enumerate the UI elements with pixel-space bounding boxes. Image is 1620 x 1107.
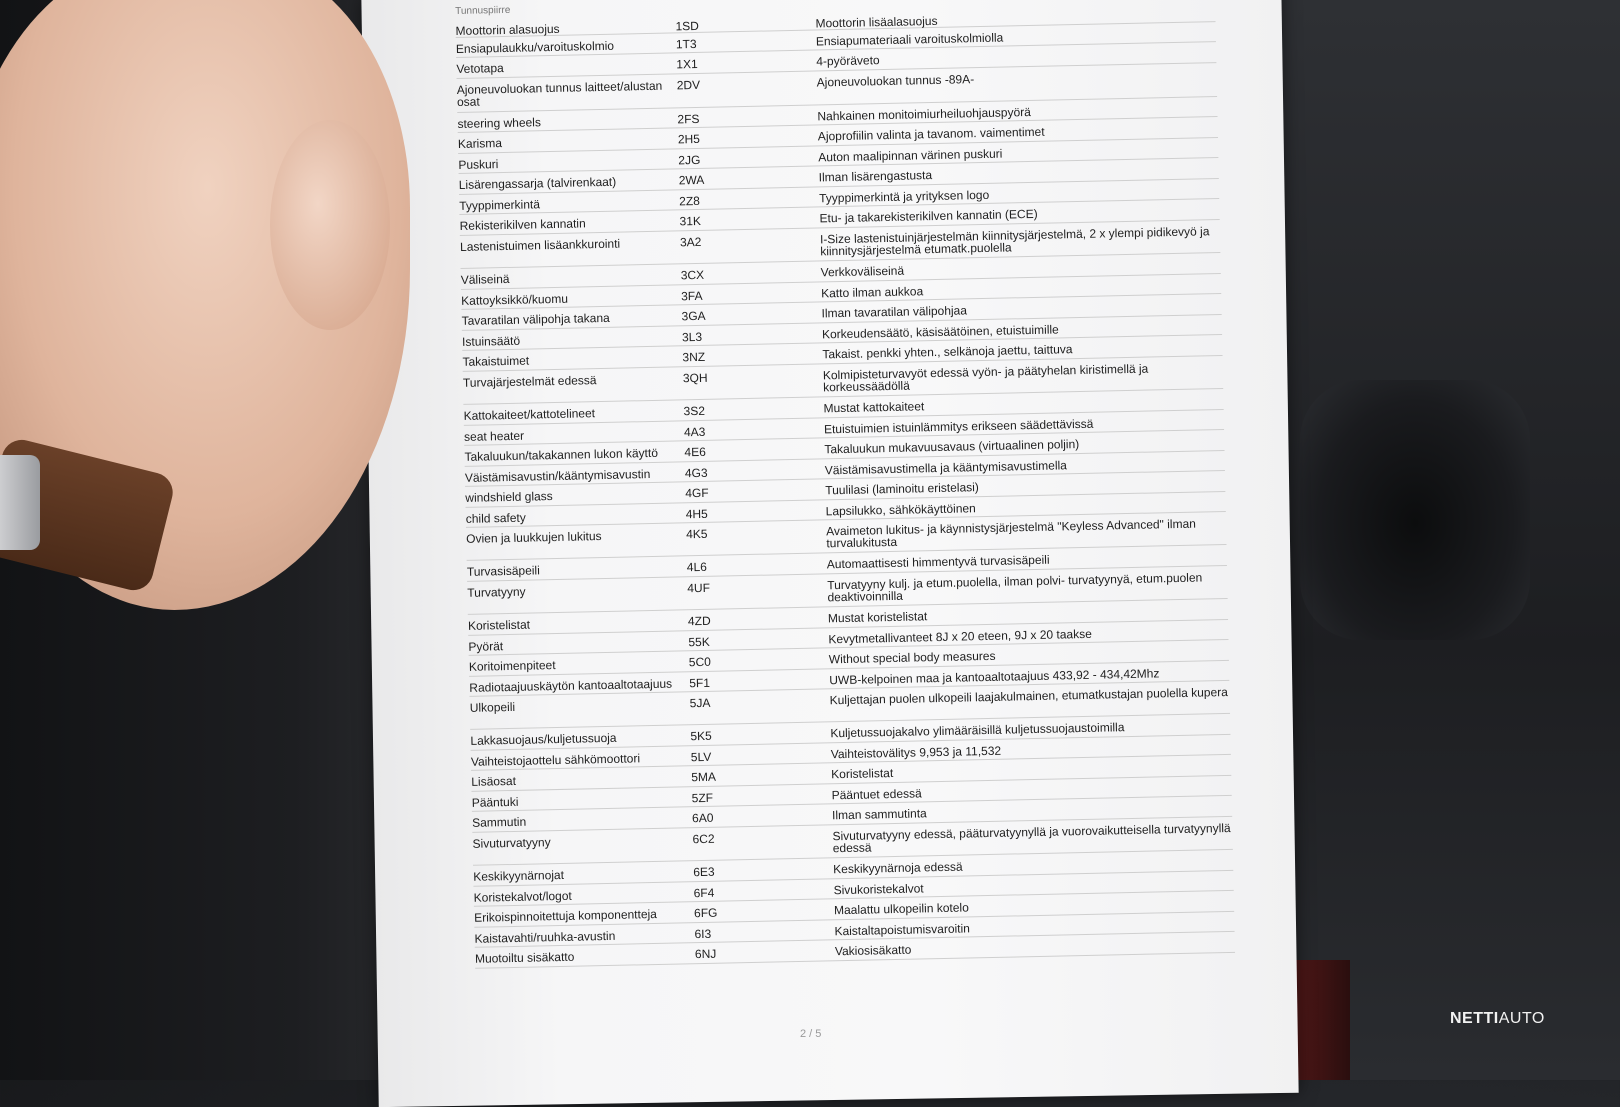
row-description: Nahkainen monitoimiurheiluohjauspyörä [817, 104, 1032, 124]
row-feature: Lisäosat [471, 773, 517, 789]
row-description: Automaattisesti himmentyvä turvasisäpeili [826, 552, 1050, 572]
row-feature: Ajoneuvoluokan tunnus laitteet/alustan osat [456, 78, 663, 109]
cupholder [1300, 380, 1530, 640]
row-code: 3GA [681, 308, 706, 324]
row-description: 4-pyöräveto [816, 53, 880, 69]
row-feature: Pääntuki [471, 794, 519, 810]
row-feature: Tavaratilan välipohja takana [461, 310, 610, 328]
row-description: Pääntuet edessä [831, 786, 922, 803]
row-feature: Takaluukun/takakannen lukon käyttö [464, 445, 659, 464]
row-description: Avaimeton lukitus- ja käynnistysjärjestelmä "Keyless Advanced" ilman turvalukitusta [825, 516, 1196, 551]
row-code: 6E3 [693, 864, 715, 880]
row-code: 3A2 [679, 234, 702, 250]
row-code: 4E6 [684, 444, 706, 460]
row-description: Lapsilukko, sähkökäyttöinen [825, 501, 976, 519]
row-code: 2DV [676, 77, 701, 93]
row-code: 5LV [690, 749, 712, 765]
row-description: UWB-kelpoinen maa ja kantoaaltotaajuus 433,92 - 434,42Mhz [829, 666, 1160, 688]
row-code: 4G3 [684, 465, 708, 481]
thumb [270, 120, 390, 330]
row-feature: Istuinsäätö [461, 333, 521, 349]
row-code: 1X1 [676, 56, 698, 72]
row-code: 4UF [687, 580, 711, 596]
row-description: Ajoneuvoluokan tunnus -89A- [816, 72, 975, 90]
row-feature: Vetotapa [456, 60, 504, 76]
row-description: Takaluukun mukavuusavaus (virtuaalinen poljin) [824, 437, 1080, 457]
row-code: 3QH [682, 370, 708, 386]
row-feature: Puskuri [458, 157, 499, 172]
row-description: Kuljettajan puolen ulkopeili laajakulmainen, etumatkustajan puolella kupera [829, 684, 1228, 708]
row-feature: Ulkopeili [469, 699, 516, 715]
row-description: Tuulilasi (laminoitu eristelasi) [825, 480, 979, 498]
nettiauto-watermark [1450, 1010, 1545, 1028]
row-feature: Lakkasuojaus/kuljetussuoja [470, 730, 617, 748]
row-feature: Kattokaiteet/kattotelineet [463, 406, 596, 423]
row-feature: Karisma [457, 136, 503, 151]
row-description: Kevytmetallivanteet 8J x 20 eteen, 9J x 20 taakse [828, 626, 1092, 647]
row-code: 5JA [689, 695, 711, 711]
row-description: Maalattu ulkopeilin kotelo [833, 900, 969, 918]
page-number: 2 / 5 [800, 1028, 822, 1040]
row-code: 6NJ [694, 946, 717, 962]
row-description: Vakiosisäkatto [834, 942, 912, 959]
row-code: 1T3 [675, 36, 697, 52]
row-feature: Tyyppimerkintä [459, 197, 541, 213]
watermark-part2: AUTO [1498, 1010, 1545, 1027]
row-description: Ilman sammutinta [831, 806, 927, 823]
row-description: Koristelistat [831, 765, 894, 782]
row-code: 5F1 [689, 675, 711, 691]
row-code: 3S2 [683, 403, 706, 419]
row-code: 5MA [691, 769, 717, 785]
row-description: I-Size lastenistuinjärjestelmän kiinnitysjärjestelmä, 2 x ylempi pidikevyö ja kiinnitysjärjestelmä etumatk.puolella [819, 224, 1210, 259]
row-code: 1SD [675, 18, 700, 34]
row-code: 2Z8 [679, 193, 701, 209]
row-feature: Radiotaajuuskäytön kantoaaltotaajuus [469, 676, 673, 695]
row-description: Vaihteistovälitys 9,953 ja 11,532 [830, 743, 1002, 762]
row-description: Kolmipisteturvavyöt edessä vyön- ja päätyhelan kiristimellä ja korkeussäädöllä [822, 361, 1149, 395]
row-feature: Sammutin [472, 814, 527, 830]
row-description: Ensiapumateriaali varoituskolmiolla [815, 30, 1004, 49]
row-feature: Pyörät [468, 639, 504, 654]
row-description: Väistämisavustimella ja kääntymisavustimella [824, 458, 1068, 478]
row-code: 31K [679, 213, 702, 229]
row-code: 2FS [677, 111, 700, 127]
row-code: 2WA [678, 172, 705, 188]
row-feature: windshield glass [465, 489, 553, 505]
row-code: 6FG [693, 905, 718, 921]
row-description: Auton maalipinnan värinen puskuri [818, 146, 1003, 165]
row-feature: Koristekalvot/logot [473, 888, 572, 905]
row-feature: Lastenistuimen lisäankkurointi [459, 236, 621, 254]
row-code: 6C2 [692, 831, 715, 847]
row-description: Moottorin lisäalasuojus [815, 13, 938, 31]
row-code: 4A3 [683, 424, 706, 440]
row-feature: Turvasisäpeili [466, 563, 540, 579]
row-description: Etuistuimien istuinlämmitys erikseen säädettävissä [823, 416, 1094, 437]
row-feature: Kaistavahti/ruuhka-avustin [474, 928, 616, 946]
row-code: 6I3 [694, 926, 712, 942]
row-feature: Keskikyynärnojat [473, 867, 565, 884]
row-description: Ilman tavaratilan välipohjaa [821, 303, 968, 321]
row-description: Without special body measures [828, 648, 996, 667]
row-code: 3FA [681, 288, 703, 304]
row-code: 6F4 [693, 885, 715, 901]
row-feature: Lisärengassarja (talvirenkaat) [458, 174, 617, 192]
row-code: 3CX [680, 267, 705, 283]
row-description: Verkkoväliseinä [820, 263, 905, 280]
row-feature: steering wheels [457, 115, 542, 131]
watermark-part1: NETTI [1450, 1010, 1499, 1027]
row-code: 6A0 [691, 810, 714, 826]
row-feature: Koristelistat [467, 617, 531, 633]
table-rows [455, 4, 1235, 969]
row-feature: child safety [465, 510, 526, 526]
row-code: 5ZF [691, 790, 714, 806]
row-description: Turvatyyny kulj. ja etum.puolella, ilman polvi- turvatyynyä, etum.puolen deaktivoinnilla [827, 570, 1203, 605]
row-description: Sivukoristekalvot [833, 881, 924, 898]
table-header-label: Tunnuspiirre [455, 4, 511, 17]
row-feature: Muotoiltu sisäkatto [474, 949, 575, 966]
spec-table [455, 0, 1235, 969]
row-description: Etu- ja takarekisterikilven kannatin (ECE) [819, 206, 1038, 226]
row-description: Kuljetussuojakalvo ylimääräisillä kuljetussuojaustoimilla [830, 720, 1125, 741]
row-code: 55K [688, 634, 710, 650]
row-description: Kaistaltapoistumisvaroitin [834, 921, 971, 939]
row-code: 4GF [685, 485, 709, 501]
row-description: Sivuturvatyyny edessä, pääturvatyynyllä ja vuorovaikutteisella turvatyynyllä edessä [832, 820, 1231, 856]
row-feature: Kattoyksikkö/kuomu [461, 291, 569, 308]
row-description: Mustat kattokaiteet [823, 399, 925, 416]
row-feature: seat heater [463, 428, 525, 444]
row-code: 4H5 [685, 506, 708, 522]
row-feature: Ovien ja luukkujen lukitus [466, 529, 602, 546]
row-code: 5C0 [688, 654, 711, 670]
row-feature: Turvatyyny [467, 584, 526, 600]
row-code: 3L3 [681, 329, 703, 345]
row-feature: Takaistuimet [462, 353, 530, 369]
row-feature: Moottorin alasuojus [455, 21, 560, 38]
row-code: 3NZ [682, 349, 706, 365]
row-code: 4ZD [687, 613, 711, 629]
row-feature: Väistämisavustin/kääntymisavustin [464, 467, 651, 485]
row-code: 5K5 [690, 728, 712, 744]
row-feature: Sivuturvatyyny [472, 835, 551, 851]
row-feature: Erikoispinnoitettuja komponentteja [473, 906, 658, 925]
row-feature: Rekisterikilven kannatin [459, 216, 586, 233]
row-description: Korkeudensäätö, käsisäätöinen, etuistuimille [821, 322, 1059, 342]
row-description: Ajoprofiilin valinta ja tavanom. vaimentimet [817, 124, 1045, 144]
watch-case [0, 455, 40, 550]
row-feature: Turvajärjestelmät edessä [462, 373, 597, 390]
row-description: Keskikyynärnoja edessä [833, 859, 963, 877]
row-feature: Ensiapulaukku/varoituskolmio [455, 38, 615, 56]
row-code: 4L6 [686, 559, 708, 575]
row-code: 4K5 [686, 526, 708, 542]
row-feature: Koritoimenpiteet [468, 658, 556, 674]
row-code: 2H5 [677, 131, 701, 147]
row-feature: Väliseinä [460, 271, 510, 287]
row-description: Takaist. penkki yhten., selkänoja jaettu, taittuva [822, 342, 1073, 362]
row-feature: Vaihteistojaottelu sähkömoottori [470, 751, 641, 769]
row-description: Katto ilman aukkoa [820, 284, 924, 301]
row-description: Tyyppimerkintä ja yrityksen logo [819, 187, 990, 206]
row-description: Ilman lisärengastusta [818, 168, 933, 185]
row-description: Mustat koristelistat [827, 609, 928, 626]
row-code: 2JG [678, 152, 701, 168]
